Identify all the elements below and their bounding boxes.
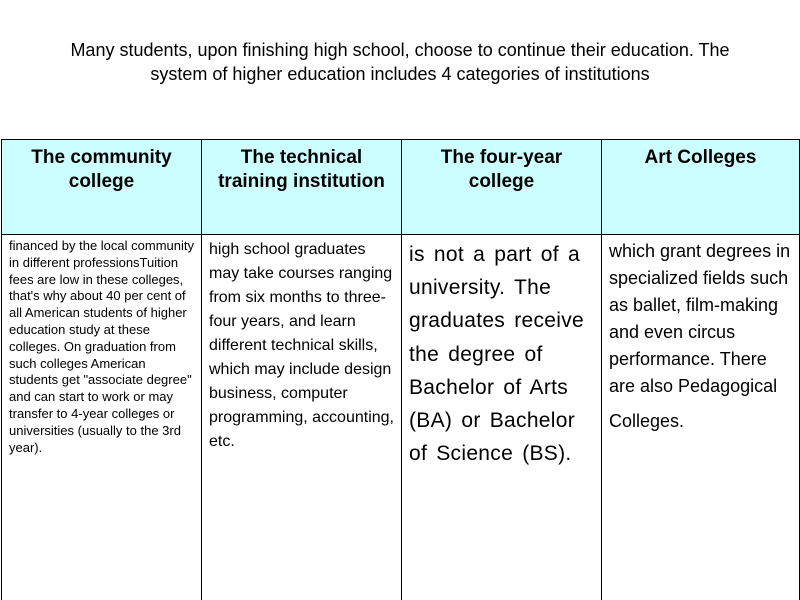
four-year-college-description: is not a part of a university. The graduates receive the degree of Bachelor of Arts (BA) or Bachelor of Science (BS).	[402, 235, 602, 600]
art-colleges-description: which grant degrees in specialized fields such as ballet, film-making and even circus performance. There are also Pedagogical	[609, 241, 791, 396]
intro-text: Many students, upon finishing high school, choose to continue their education. The system of higher education includes 4 categories of institutions	[70, 40, 730, 84]
header-community-college: The community college	[2, 140, 202, 235]
institutions-table	[1, 139, 800, 600]
art-colleges-description-cell	[602, 235, 800, 600]
technical-institution-description: high school graduates may take courses ranging from six months to three-four years, and learn different technical skills, which may include design business, computer programming, accounting, etc.	[202, 235, 402, 600]
art-colleges-description-tail: Colleges.	[609, 411, 685, 431]
table-row	[2, 235, 800, 600]
header-art-colleges: Art Colleges	[602, 140, 800, 235]
header-row	[2, 140, 800, 235]
header-four-year-college: The four-year college	[402, 140, 602, 235]
community-college-description: financed by the local community in different professionsTuition fees are low in these colleges, that's why about 40 per cent of all American students of higher education study at these colleges. On graduation from such colleges American students get "associate degree" and can start to work or may transfer to 4-year colleges or universities (usually to the 3rd year).	[2, 235, 202, 600]
header-technical-training-institution: The technical training institution	[202, 140, 402, 235]
